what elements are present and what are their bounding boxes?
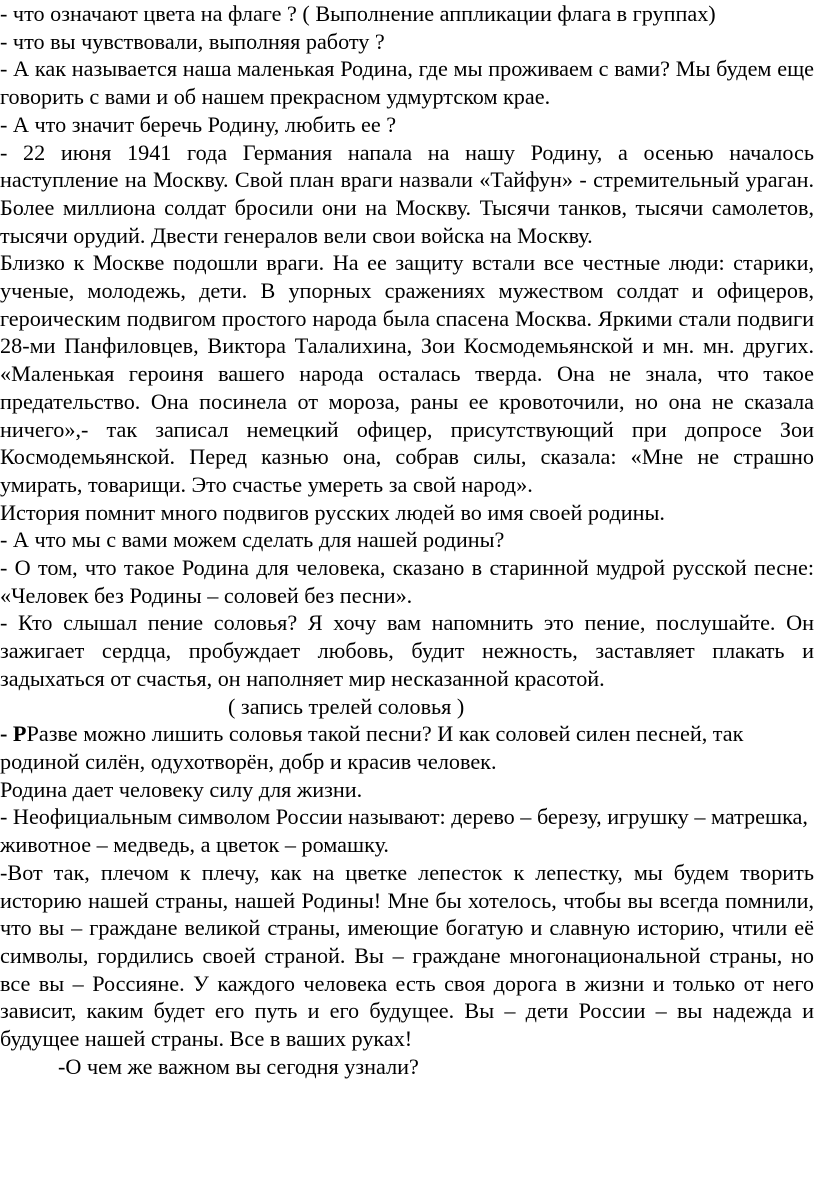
paragraph-history-remembers: История помнит много подвигов русских людей во имя своей родины. <box>0 499 665 525</box>
paragraph-russia-symbols: - Неофициальным символом России называют: дерево – березу, игрушку – матрешка, животное – медведь, а цветок – ромашку. <box>0 804 808 858</box>
paragraph-final-question: -О чем же важном вы сегодня узнали? <box>58 1053 419 1079</box>
paragraph-june-1941: - 22 июня 1941 года Германия напала на нашу Родину, а осенью началось наступление на Москву. Свой план враги назвали «Тайфун» - стремительный ураган. Более миллиона солдат бросили они на Москву. Тысячи танков, тысячи самолетов, тысячи орудий. Двести генералов вели свои войска на Москву. <box>0 139 814 248</box>
paragraph-flag-colors: - что означают цвета на флаге ? ( Выполнение аппликации флага в группах) <box>0 1 716 26</box>
paragraph-small-homeland: - А как называется наша маленькая Родина, где мы проживаем с вами? Мы будем еще говорить с вами и об нашем прекрасном удмуртском крае. <box>0 56 814 110</box>
paragraph-old-song: - О том, что такое Родина для человека, сказано в старинной мудрой русской песне: «Человек без Родины – соловей без песни». <box>0 555 814 608</box>
paragraph-shoulder-to-shoulder: -Вот так, плечом к плечу, как на цветке лепесток к лепестку, мы будем творить историю нашей страны, нашей Родины! Мне бы хотелось, чтобы вы всегда помнили, что вы – граждане великой страны, имеющие богатую и славную историю, чтили её символы, гордились своей страной. Вы – граждане многонациональной страны, но все вы – Россияне. У каждого человека есть своя дорога в жизни и только от него зависит, каким будет его путь и его будущее. Вы – дети России – вы надежда и будущее нашей страны. Все в ваших руках! <box>0 859 814 1052</box>
paragraph-nightingale: - Кто слышал пение соловья? Я хочу вам напомнить это пение, послушайте. Он зажигает сердца, пробуждает любовь, будит нежность, заставляет плакать и задыхаться от счастья, он наполняет мир несказанной красотой. <box>0 610 814 691</box>
bold-prefix: - Р <box>0 721 27 747</box>
paragraph-text: Разве можно лишить соловья такой песни? И как соловей силен песней, так родиной силён, одухотворён, добр и красив человек. <box>0 721 744 774</box>
paragraph-recording-note: ( запись трелей соловья ) <box>228 693 465 719</box>
paragraph-what-can-we-do: - А что мы с вами можем сделать для нашей родины? <box>0 527 505 553</box>
paragraph-moscow-defense: Близко к Москве подошли враги. На ее защиту встали все честные люди: старики, ученые, молодежь, дети. В упорных сражениях мужеством солдат и офицеров, героическим подвигом простого народа была спасена Москва. Яркими стали подвиги 28-ми Панфиловцев, Виктора Талалихина, Зои Космодемьянской и мн. мн. других. «Маленькая героиня вашего народа осталась тверда. Она не знала, что такое предательство. Она посинела от мороза, раны ее кровоточили, но она не сказала ничего»,- так записал немецкий офицер, присутствующий при допросе Зои Космодемьянской. Перед казнью она, собрав силы, сказала: «Мне не страшно умирать, товарищи. Это счастье умереть за свой народ». <box>0 250 814 497</box>
paragraph-nightingale-song <box>0 720 814 775</box>
paragraph-cherish-homeland: - А что значит беречь Родину, любить ее ? <box>0 111 397 137</box>
paragraph-homeland-strength: Родина дает человеку силу для жизни. <box>0 776 363 802</box>
paragraph-feelings: - что вы чувствовали, выполняя работу ? <box>0 28 385 54</box>
